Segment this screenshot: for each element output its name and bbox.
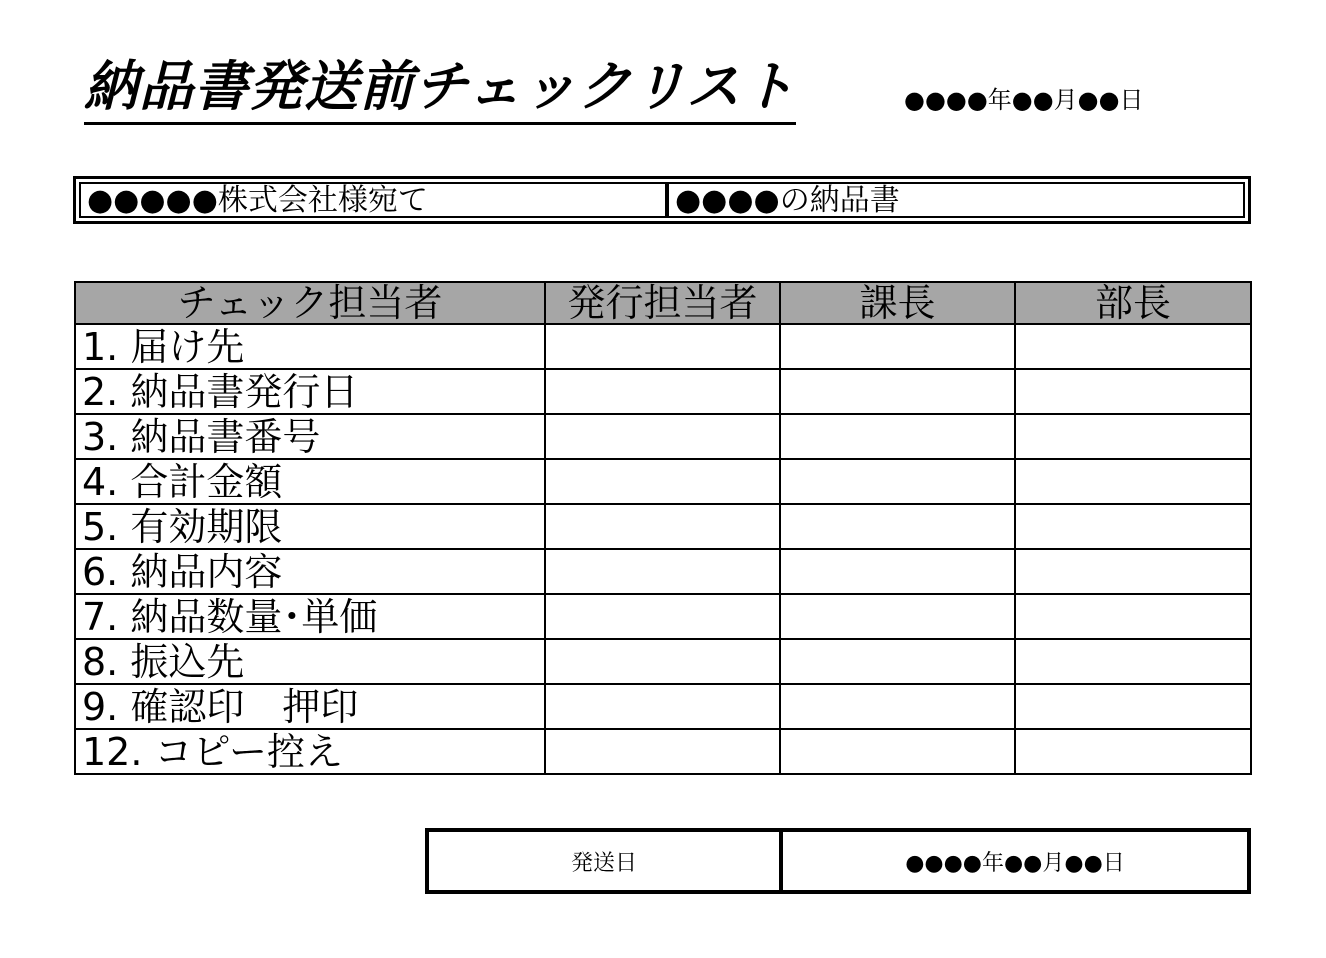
chief-check-cell[interactable]: [780, 414, 1015, 459]
head-check-cell[interactable]: [1015, 324, 1251, 369]
table-row: [75, 459, 1251, 504]
header-section-chief: 課長: [780, 282, 1015, 324]
head-check-cell[interactable]: [1015, 414, 1251, 459]
chief-check-cell[interactable]: [780, 684, 1015, 729]
table-row: [75, 414, 1251, 459]
head-check-cell[interactable]: [1015, 684, 1251, 729]
check-item: 4. 合計金額: [75, 459, 545, 504]
head-check-cell[interactable]: [1015, 369, 1251, 414]
shipping-date-box: [425, 828, 1251, 894]
head-check-cell[interactable]: [1015, 504, 1251, 549]
check-item: 2. 納品書発行日: [75, 369, 545, 414]
check-item: 9. 確認印 押印: [75, 684, 545, 729]
issuer-check-cell[interactable]: [545, 369, 780, 414]
table-row: [75, 729, 1251, 774]
check-item: 8. 振込先: [75, 639, 545, 684]
chief-check-cell[interactable]: [780, 369, 1015, 414]
recipient-box: [73, 176, 1251, 224]
chief-check-cell[interactable]: [780, 594, 1015, 639]
issuer-check-cell[interactable]: [545, 729, 780, 774]
chief-check-cell[interactable]: [780, 324, 1015, 369]
head-check-cell[interactable]: [1015, 459, 1251, 504]
table-row: [75, 594, 1251, 639]
chief-check-cell[interactable]: [780, 729, 1015, 774]
head-check-cell[interactable]: [1015, 729, 1251, 774]
issuer-check-cell[interactable]: [545, 459, 780, 504]
table-row: [75, 639, 1251, 684]
check-item: 12. コピー控え: [75, 729, 545, 774]
table-row: [75, 549, 1251, 594]
shipping-date-label: 発送日: [429, 832, 783, 890]
head-check-cell[interactable]: [1015, 594, 1251, 639]
table-row: [75, 324, 1251, 369]
check-item: 7. 納品数量･単価: [75, 594, 545, 639]
issuer-check-cell[interactable]: [545, 639, 780, 684]
header-check-person: チェック担当者: [75, 282, 545, 324]
check-item: 1. 届け先: [75, 324, 545, 369]
table-row: [75, 504, 1251, 549]
issuer-check-cell[interactable]: [545, 684, 780, 729]
recipient-company: ●●●●●株式会社様宛て: [81, 184, 669, 216]
header-issuer: 発行担当者: [545, 282, 780, 324]
table-row: [75, 369, 1251, 414]
chief-check-cell[interactable]: [780, 504, 1015, 549]
issuer-check-cell[interactable]: [545, 549, 780, 594]
chief-check-cell[interactable]: [780, 549, 1015, 594]
recipient-inner-frame: [79, 182, 1245, 218]
check-item: 3. 納品書番号: [75, 414, 545, 459]
issuer-check-cell[interactable]: [545, 504, 780, 549]
shipping-date-value[interactable]: ●●●●年●●月●●日: [905, 850, 1125, 876]
issuer-check-cell[interactable]: [545, 594, 780, 639]
header-department-head: 部長: [1015, 282, 1251, 324]
page-title: 納品書発送前チェックリスト: [84, 52, 796, 125]
check-item: 5. 有効期限: [75, 504, 545, 549]
issuer-check-cell[interactable]: [545, 324, 780, 369]
check-item: 6. 納品内容: [75, 549, 545, 594]
issuer-check-cell[interactable]: [545, 414, 780, 459]
head-check-cell[interactable]: [1015, 639, 1251, 684]
chief-check-cell[interactable]: [780, 459, 1015, 504]
chief-check-cell[interactable]: [780, 639, 1015, 684]
recipient-invoice: ●●●●の納品書: [675, 184, 900, 216]
checklist-table: [74, 281, 1252, 775]
table-header-row: [75, 282, 1251, 324]
document-date: ●●●●年●●月●●日: [904, 86, 1144, 114]
head-check-cell[interactable]: [1015, 549, 1251, 594]
table-row: [75, 684, 1251, 729]
